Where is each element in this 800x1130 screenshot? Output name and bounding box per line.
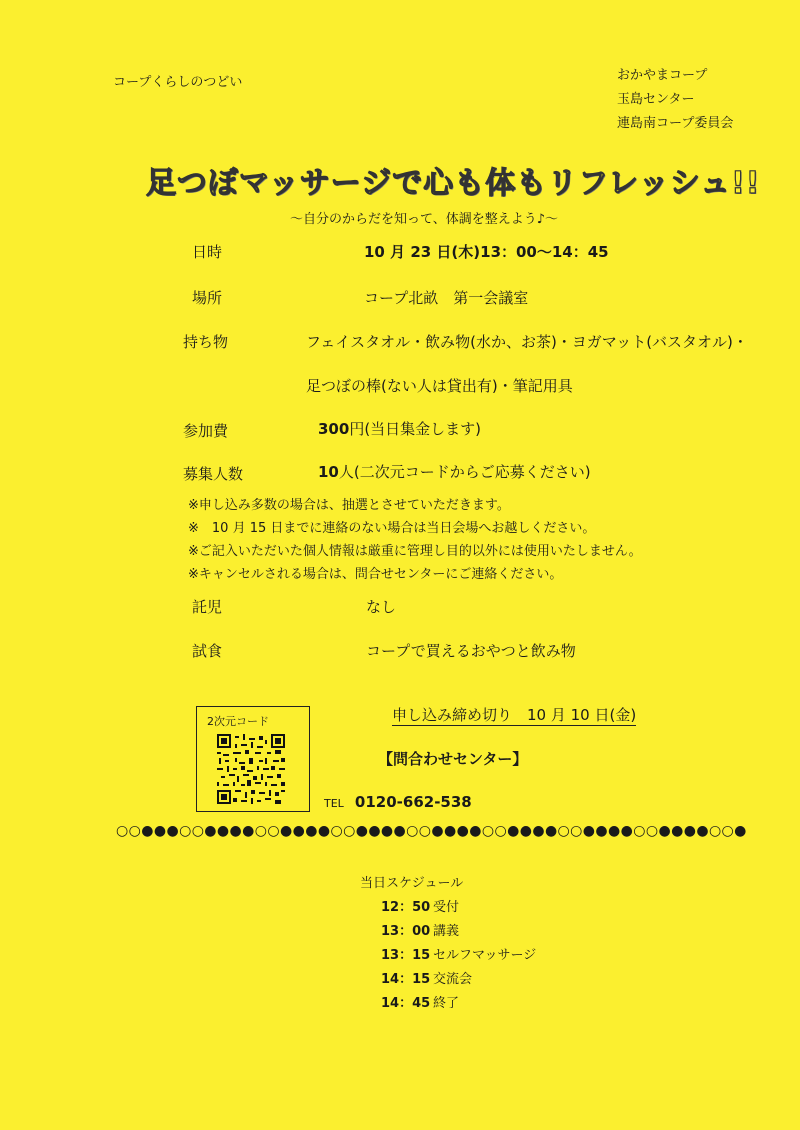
deadline bbox=[392, 704, 636, 725]
datetime-label: 日時 bbox=[192, 243, 223, 261]
schedule-item bbox=[381, 968, 536, 992]
schedule-time: 14：15 bbox=[381, 972, 431, 987]
page-title: 足つぼマッサージで心も体もリフレッシュ!! bbox=[146, 166, 761, 201]
qr-code-label: 2次元コード bbox=[207, 715, 269, 728]
items-line-1: フェイスタオル・飲み物(水か、お茶)・ヨガマット(バスタオル)・ bbox=[306, 333, 748, 351]
contact-phone bbox=[324, 792, 472, 811]
notes-block bbox=[188, 494, 642, 586]
schedule-label: 交流会 bbox=[433, 972, 473, 987]
event-series-label: コープくらしのつどい bbox=[113, 75, 243, 90]
capacity-note: 人(二次元コードからご応募ください) bbox=[338, 463, 591, 481]
fee-amount: 300 bbox=[318, 420, 350, 438]
fee-note: 円(当日集金します) bbox=[349, 420, 482, 438]
note-item: ※申し込み多数の場合は、抽選とさせていただきます。 bbox=[188, 498, 510, 513]
subtitle: ～自分のからだを知って、体調を整えよう♪～ bbox=[290, 212, 559, 227]
organizer-line: 連島南コープ委員会 bbox=[617, 116, 734, 131]
schedule-time: 13：00 bbox=[381, 924, 431, 939]
place-label: 場所 bbox=[192, 289, 223, 307]
organizer-block bbox=[617, 64, 733, 136]
schedule-label: セルフマッサージ bbox=[433, 948, 537, 963]
tasting-label: 試食 bbox=[192, 642, 223, 660]
deadline-text: 申し込み締め切り 10 月 10 日(金) bbox=[392, 706, 637, 724]
capacity-label: 募集人数 bbox=[183, 465, 244, 483]
qr-code-box bbox=[196, 706, 310, 812]
schedule-item bbox=[381, 896, 536, 920]
note-item: ※ご記入いただいた個人情報は厳重に管理し目的以外には使用いたしません。 bbox=[188, 544, 642, 559]
contact-heading: 【問合わせセンター】 bbox=[378, 750, 528, 768]
place-value: コープ北畝 第一会議室 bbox=[364, 289, 529, 307]
note-item: ※ 10 月 15 日までに連絡のない場合は当日会場へお越しください。 bbox=[188, 521, 596, 536]
phone-number[interactable]: 0120-662-538 bbox=[354, 793, 472, 811]
note-item: ※キャンセルされる場合は、問合せセンターにご連絡ください。 bbox=[188, 567, 563, 582]
phone-prefix: TEL bbox=[324, 797, 344, 810]
organizer-line: おかやまコープ bbox=[617, 68, 708, 83]
fee-value bbox=[318, 418, 481, 439]
schedule-time: 13：15 bbox=[381, 948, 431, 963]
childcare-label: 託児 bbox=[192, 598, 223, 616]
schedule-item bbox=[381, 992, 536, 1016]
schedule-list bbox=[381, 896, 536, 1016]
schedule-label: 講義 bbox=[433, 924, 460, 939]
schedule-heading: 当日スケジュール bbox=[360, 876, 464, 891]
schedule-label: 終了 bbox=[433, 996, 460, 1011]
capacity-value bbox=[318, 461, 591, 482]
childcare-value: なし bbox=[366, 598, 397, 616]
qr-code-icon[interactable] bbox=[217, 734, 285, 804]
schedule-time: 14：45 bbox=[381, 996, 431, 1011]
schedule-item bbox=[381, 920, 536, 944]
organizer-line: 玉島センター bbox=[617, 92, 695, 107]
fee-label: 参加費 bbox=[183, 422, 229, 440]
tasting-value: コープで買えるおやつと飲み物 bbox=[366, 642, 576, 660]
datetime-value: 10 月 23 日(木)13：00～14：45 bbox=[364, 243, 609, 261]
items-line-2: 足つぼの棒(ない人は貸出有)・筆記用具 bbox=[306, 377, 573, 395]
schedule-time: 12：50 bbox=[381, 900, 431, 915]
items-label: 持ち物 bbox=[183, 333, 229, 351]
schedule-item bbox=[381, 944, 536, 968]
capacity-amount: 10 bbox=[318, 463, 339, 481]
circle-divider: ○○●●●○○●●●●○○●●●●○○●●●●○○●●●●○○●●●●○○●●●●○○●●●●○○● bbox=[116, 823, 747, 839]
schedule-label: 受付 bbox=[433, 900, 460, 915]
